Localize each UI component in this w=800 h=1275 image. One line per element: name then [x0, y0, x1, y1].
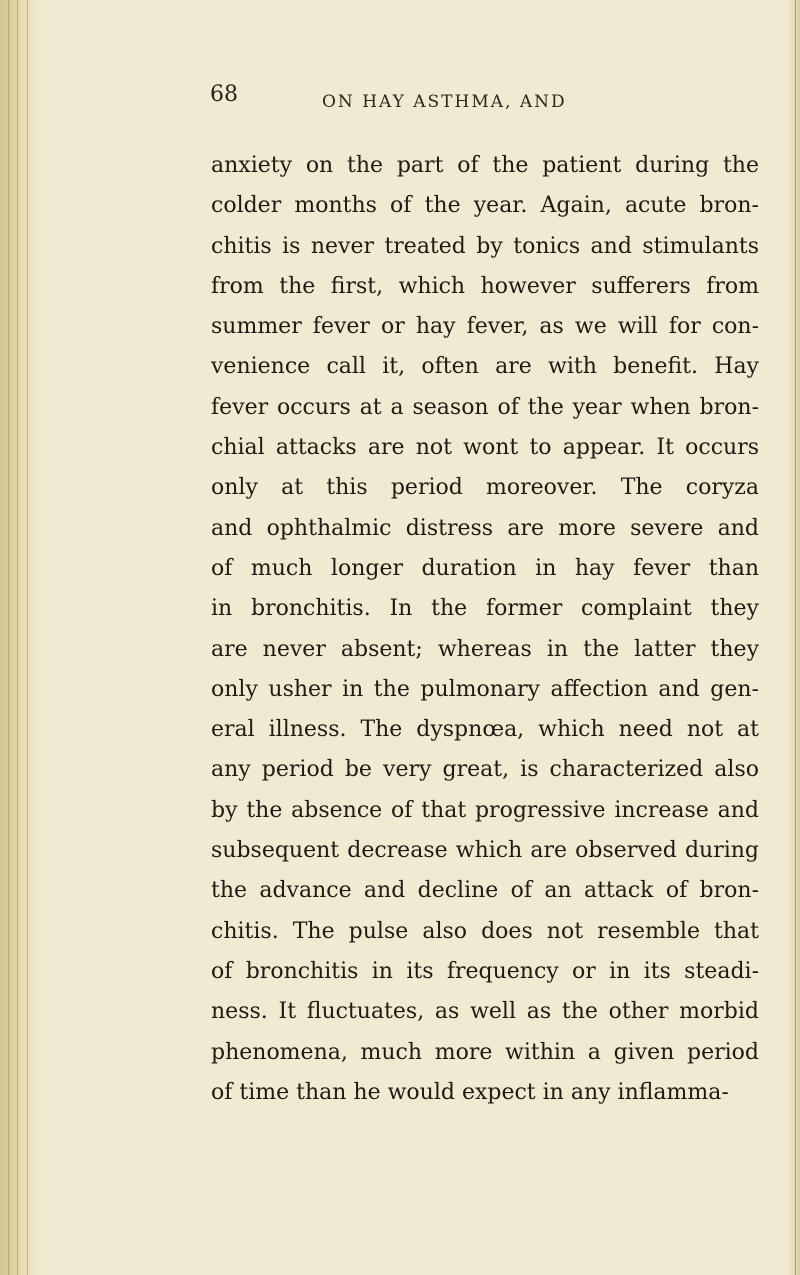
text-line: ness. It fluctuates, as well as the other morbid	[211, 999, 759, 1025]
page-edge-line	[795, 0, 796, 1275]
gutter-fold-line	[27, 0, 28, 1275]
gutter-fold-line	[8, 0, 9, 1275]
text-line: colder months of the year. Again, acute bron-	[211, 193, 759, 219]
text-line: from the first, which however sufferers from	[211, 273, 759, 299]
text-line: in bronchitis. In the former complaint they	[211, 596, 759, 622]
text-line: chial attacks are not wont to appear. It occurs	[211, 435, 759, 461]
text-line: of time than he would expect in any inflamma-	[211, 1079, 729, 1105]
text-line: only usher in the pulmonary affection and gen-	[211, 676, 759, 702]
text-line: of much longer duration in hay fever than	[211, 555, 759, 581]
text-line: eral illness. The dyspnœa, which need not at	[211, 717, 759, 743]
text-line: venience call it, often are with benefit. Hay	[211, 354, 759, 380]
page-right-edge	[786, 0, 800, 1275]
text-line: only at this period moreover. The coryza	[211, 475, 759, 501]
page-gutter	[0, 0, 40, 1275]
text-line: chitis is never treated by tonics and stimulants	[211, 233, 759, 259]
text-line: and ophthalmic distress are more severe and	[211, 515, 759, 541]
gutter-fold-line	[17, 0, 18, 1275]
text-line: subsequent decrease which are observed during	[211, 838, 759, 864]
text-line: of bronchitis in its frequency or in its steadi-	[211, 958, 759, 984]
text-line: fever occurs at a season of the year when bron-	[211, 394, 759, 420]
body-text	[211, 146, 759, 1113]
text-line: chitis. The pulse also does not resemble that	[211, 918, 759, 944]
text-line: any period be very great, is characterized also	[211, 757, 759, 783]
text-line: are never absent; whereas in the latter they	[211, 636, 759, 662]
text-line: phenomena, much more within a given period	[211, 1039, 759, 1065]
page-number: 68	[210, 82, 238, 107]
text-line: the advance and decline of an attack of bron-	[211, 878, 759, 904]
text-line: summer fever or hay fever, as we will for con-	[211, 314, 759, 340]
text-line: by the absence of that progressive increase and	[211, 797, 759, 823]
text-line: anxiety on the part of the patient during the	[211, 153, 759, 178]
running-title: ON HAY ASTHMA, AND	[322, 92, 567, 112]
